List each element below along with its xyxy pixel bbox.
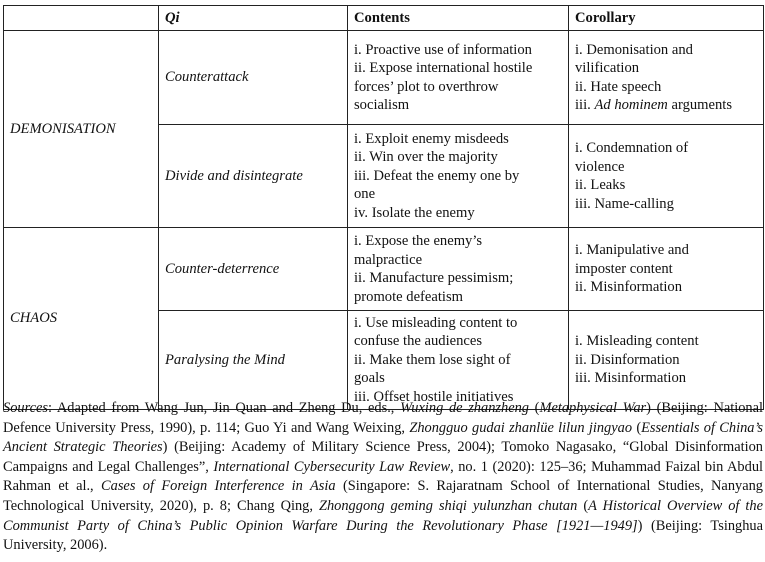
sources-segment: ) (Beijing: Tsinghua University, 2006). bbox=[3, 517, 763, 554]
contents-line: goals bbox=[354, 370, 385, 387]
qi-divide-and-disintegrate: Divide and disintegrate bbox=[159, 125, 348, 228]
contents-line: i. Use misleading content to bbox=[354, 314, 518, 331]
header-corollary: Corollary bbox=[569, 6, 764, 31]
contents-cell bbox=[348, 31, 569, 125]
corollary-suffix: arguments bbox=[667, 97, 733, 113]
contents-cell bbox=[348, 311, 569, 410]
sources-segment: , no. 1 (2020): 125–36; Muhammad Faizal bin Abdul Rahman et al., bbox=[3, 458, 764, 495]
contents-line: confuse the audiences bbox=[354, 333, 483, 350]
sources-segment: Metaphysical War bbox=[539, 400, 647, 416]
contents-line: socialism bbox=[354, 97, 410, 113]
qi-counterattack: Counterattack bbox=[159, 31, 348, 125]
header-category bbox=[4, 6, 159, 31]
category-chaos: CHAOS bbox=[4, 228, 159, 410]
corollary-line: i. Manipulative and bbox=[575, 242, 689, 259]
sources-segment: ( bbox=[632, 419, 642, 436]
corollary-cell bbox=[569, 228, 764, 311]
contents-line: malpractice bbox=[354, 251, 423, 268]
sources-segment: (Singapore: S. Rajaratnam School of International Studies, Nanyang Technological University, 2020), p. 8; Chang Qing, bbox=[3, 478, 763, 514]
contents-line: promote defeatism bbox=[354, 288, 464, 305]
header-contents: Contents bbox=[348, 6, 569, 31]
corollary-cell bbox=[569, 31, 764, 125]
contents-line: i. Exploit enemy misdeeds bbox=[354, 130, 509, 147]
contents-line: ii. Manufacture pessimism; bbox=[354, 270, 514, 286]
corollary-line: i. Demonisation and bbox=[575, 41, 693, 58]
contents-line: iv. Isolate the enemy bbox=[354, 204, 475, 221]
contents-line: iii. Defeat the enemy one by bbox=[354, 167, 520, 184]
contents-line: ii. Expose international hostile bbox=[354, 60, 533, 76]
sources-segment: ) (Beijing: National Defence University Press, 1990), p. 114; Guo Yi and Wang Weixing, bbox=[3, 400, 763, 436]
contents-cell bbox=[348, 125, 569, 228]
corollary-line: iii. Misinformation bbox=[575, 370, 687, 387]
corollary-line: ii. Misinformation bbox=[575, 279, 683, 296]
corollary-italic: Ad hominem bbox=[594, 97, 668, 113]
contents-line: forces’ plot to overthrow bbox=[354, 78, 499, 95]
category-demonisation: DEMONISATION bbox=[4, 31, 159, 228]
table-row bbox=[4, 228, 764, 311]
corollary-line: ii. Hate speech bbox=[575, 78, 662, 95]
sources-segment: Zhonggong geming shiqi yulunzhan chutan bbox=[318, 497, 578, 514]
sources-segment: ) (Beijing: Academy of Military Science Press, 2004); Tomoko Nagasako, “Global Disinformation Campaigns and Legal Challenges”, bbox=[3, 439, 763, 475]
sources-segment: Essentials of China’s Ancient Strategic Theories bbox=[3, 419, 764, 456]
header-row bbox=[4, 6, 764, 31]
corollary-line bbox=[575, 96, 757, 115]
contents-line: ii. Make them lose sight of bbox=[354, 351, 511, 368]
contents-line: i. Expose the enemy’s bbox=[354, 233, 483, 249]
corollary-line: imposter content bbox=[575, 260, 673, 277]
contents-line: one bbox=[354, 186, 376, 203]
corollary-line: ii. Disinformation bbox=[575, 351, 680, 368]
contents-line: iii. Offset hostile initiatives bbox=[354, 388, 514, 405]
sources-note bbox=[3, 399, 763, 556]
sources-segment: ( bbox=[577, 497, 589, 514]
corollary-prefix: iii. bbox=[575, 97, 595, 113]
sources-segment: Zhongguo gudai zhanlüe lilun jingyao bbox=[409, 419, 633, 436]
corollary-cell bbox=[569, 125, 764, 228]
sources-segment: Cases of Foreign Interference in Asia bbox=[101, 478, 336, 495]
sources-segment: ( bbox=[528, 400, 540, 416]
corollary-line: violence bbox=[575, 158, 625, 175]
header-qi: Qi bbox=[159, 6, 348, 31]
contents-cell bbox=[348, 228, 569, 311]
corollary-line: i. Condemnation of bbox=[575, 140, 689, 156]
qi-counter-deterrence: Counter-deterrence bbox=[159, 228, 348, 311]
qi-table bbox=[3, 5, 764, 410]
sources-segment: Wuxing de zhanzheng bbox=[400, 400, 529, 416]
sources-segment: A Historical Overview of the Communist Party of China’s Public Opinion Warfare During the Revolutionary Phase [1921—1949] bbox=[3, 497, 763, 534]
corollary-line: i. Misleading content bbox=[575, 333, 699, 350]
corollary-line: ii. Leaks bbox=[575, 177, 626, 193]
table-row bbox=[4, 31, 764, 125]
corollary-line: vilification bbox=[575, 60, 640, 76]
qi-paralysing-the-mind: Paralysing the Mind bbox=[159, 311, 348, 410]
contents-line: i. Proactive use of information bbox=[354, 41, 532, 58]
sources-segment: : Adapted from Wang Jun, Jin Quan and Zheng Du, eds., bbox=[48, 400, 401, 416]
sources-segment: International Cybersecurity Law Review bbox=[213, 458, 451, 475]
sources-segment: Sources bbox=[3, 400, 49, 416]
corollary-cell bbox=[569, 311, 764, 410]
contents-line: ii. Win over the majority bbox=[354, 149, 498, 166]
corollary-line: iii. Name-calling bbox=[575, 195, 674, 212]
